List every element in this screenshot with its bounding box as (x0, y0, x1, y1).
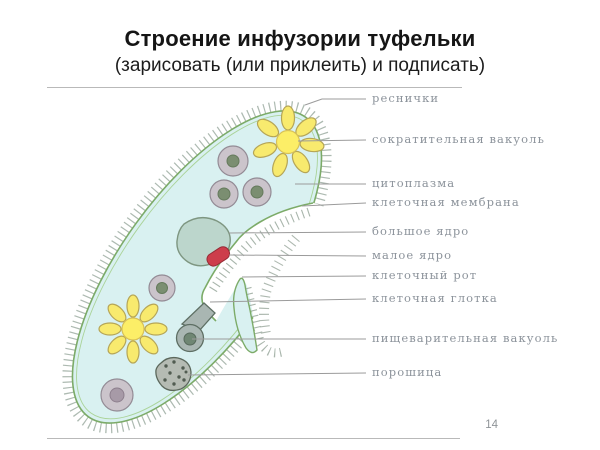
cytoproct (156, 358, 191, 391)
slide-subtitle: (зарисовать (или приклеить) и подписать) (114, 55, 486, 76)
label-cell-mouth: клеточный рот (372, 268, 478, 282)
label-macronucleus: большое ядро (372, 224, 470, 238)
label-cytoplasm: цитоплазма (372, 176, 456, 190)
label-cell-membrane: клеточная мембрана (372, 195, 520, 209)
leader-line-cytoproct (188, 373, 366, 375)
label-digestive-vacuole: пищеварительная вакуоль (372, 331, 559, 345)
contractile-vacuole-star-bottom (99, 295, 167, 363)
slide-title: Строение инфузории туфельки (124, 26, 476, 51)
page-number: 14 (485, 419, 498, 431)
label-cytoproct: порошица (372, 365, 443, 379)
label-cilia: реснички (372, 91, 440, 105)
label-cell-pharynx: клеточная глотка (372, 291, 498, 305)
label-contractile-vacuole: сократительная вакуоль (372, 132, 545, 146)
label-micronucleus: малое ядро (372, 248, 453, 262)
leader-line-cilia (305, 99, 366, 105)
